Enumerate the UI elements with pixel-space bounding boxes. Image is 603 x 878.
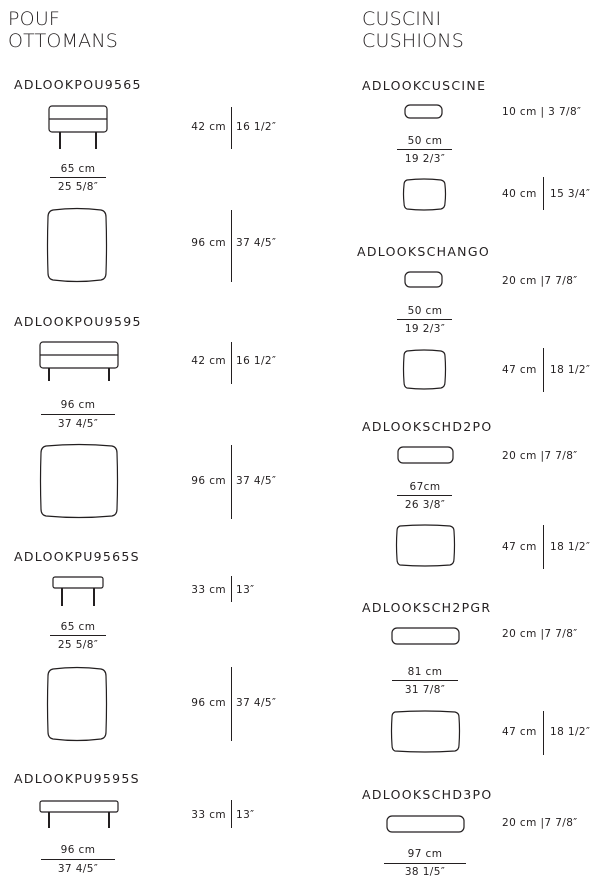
- dimension-divider: [231, 107, 232, 149]
- width-divider: [384, 863, 466, 864]
- width-in: 31 7/8″: [404, 684, 446, 696]
- pouf-side-view-icon: [39, 800, 121, 832]
- cushion-side-view-icon: [397, 446, 455, 466]
- width-cm: 81 cm: [407, 666, 443, 678]
- dimension-divider: [231, 667, 232, 741]
- depth-cm: 47 cm: [502, 541, 537, 553]
- height-in: 13″: [236, 809, 255, 821]
- section-title-pouf: [8, 8, 118, 52]
- cushion-side-view-icon: [391, 627, 461, 647]
- heading-line-1: CUSCINI: [362, 8, 442, 30]
- height-cm: 42 cm: [191, 355, 226, 367]
- height-cm: 20 cm |7 7/8″: [502, 817, 578, 829]
- width-cm: 50 cm: [407, 135, 443, 147]
- height-in: 13″: [236, 584, 255, 596]
- product-code: ADLOOKSCH2PGR: [362, 600, 492, 615]
- width-divider: [397, 149, 452, 150]
- width-divider: [41, 859, 115, 860]
- width-cm: 50 cm: [407, 305, 443, 317]
- dimension-divider: [543, 525, 544, 569]
- depth-in: 18 1/2″: [550, 364, 591, 376]
- width-in: 38 1/5″: [404, 866, 446, 878]
- width-cm: 67cm: [409, 481, 441, 493]
- width-divider: [50, 177, 106, 178]
- pouf-side-view-icon: [39, 341, 121, 385]
- dimension-divider: [543, 711, 544, 755]
- depth-cm: 96 cm: [191, 697, 226, 709]
- width-cm: 96 cm: [60, 844, 96, 856]
- height-cm: 33 cm: [191, 584, 226, 596]
- width-cm: 97 cm: [407, 848, 443, 860]
- height-cm: 20 cm |7 7/8″: [502, 275, 578, 287]
- width-cm: 65 cm: [60, 621, 96, 633]
- depth-cm: 47 cm: [502, 364, 537, 376]
- width-divider: [397, 319, 452, 320]
- product-code: ADLOOKPOU9595: [14, 314, 142, 329]
- width-divider: [397, 495, 452, 496]
- width-in: 19 2/3″: [404, 153, 446, 165]
- depth-cm: 96 cm: [191, 475, 226, 487]
- height-in: 16 1/2″: [236, 121, 277, 133]
- width-in: 25 5/8″: [57, 181, 99, 193]
- height-cm: 10 cm | 3 7/8″: [502, 106, 582, 118]
- width-in: 37 4/5″: [57, 863, 99, 875]
- depth-in: 37 4/5″: [236, 475, 277, 487]
- product-code: ADLOOKPOU9565: [14, 77, 142, 92]
- heading-line-2: CUSHIONS: [362, 30, 464, 52]
- product-code: ADLOOKPU9595S: [14, 771, 140, 786]
- height-in: 16 1/2″: [236, 355, 277, 367]
- dimension-divider: [231, 342, 232, 384]
- height-cm: 33 cm: [191, 809, 226, 821]
- width-divider: [41, 414, 115, 415]
- height-cm: 20 cm |7 7/8″: [502, 450, 578, 462]
- width-in: 26 3/8″: [404, 499, 446, 511]
- width-in: 37 4/5″: [57, 418, 99, 430]
- dimension-divider: [231, 210, 232, 282]
- depth-in: 18 1/2″: [550, 726, 591, 738]
- cushion-side-view-icon: [386, 815, 466, 835]
- cushion-top-view-icon: [403, 178, 447, 212]
- depth-in: 15 3/4″: [550, 188, 591, 200]
- dimension-divider: [231, 800, 232, 828]
- cushion-side-view-icon: [404, 104, 444, 120]
- product-code: ADLOOKPU9565S: [14, 549, 140, 564]
- heading-line-1: POUF: [8, 8, 61, 30]
- width-divider: [392, 680, 458, 681]
- product-code: ADLOOKCUSCINE: [362, 78, 487, 93]
- product-code: ADLOOKSCHD2PO: [362, 419, 493, 434]
- width-cm: 65 cm: [60, 163, 96, 175]
- section-title-cushions: [362, 8, 464, 52]
- width-in: 19 2/3″: [404, 323, 446, 335]
- heading-line-2: OTTOMANS: [8, 30, 119, 52]
- pouf-top-view-icon: [47, 207, 109, 285]
- width-cm: 96 cm: [60, 399, 96, 411]
- depth-cm: 47 cm: [502, 726, 537, 738]
- pouf-top-view-icon: [40, 443, 120, 521]
- width-divider: [50, 635, 106, 636]
- height-cm: 20 cm |7 7/8″: [502, 628, 578, 640]
- depth-in: 37 4/5″: [236, 237, 277, 249]
- cushion-top-view-icon: [403, 349, 447, 391]
- product-code: ADLOOKSCHANGO: [357, 244, 490, 259]
- depth-in: 37 4/5″: [236, 697, 277, 709]
- product-code: ADLOOKSCHD3PO: [362, 787, 493, 802]
- dimension-divider: [543, 348, 544, 392]
- depth-cm: 40 cm: [502, 188, 537, 200]
- dimension-divider: [231, 576, 232, 602]
- pouf-side-view-icon: [48, 105, 110, 153]
- dimension-divider: [543, 177, 544, 210]
- cushion-top-view-icon: [396, 524, 456, 568]
- width-in: 25 5/8″: [57, 639, 99, 651]
- depth-cm: 96 cm: [191, 237, 226, 249]
- cushion-top-view-icon: [391, 710, 461, 754]
- pouf-side-view-icon: [52, 576, 106, 608]
- dimension-divider: [231, 445, 232, 519]
- height-cm: 42 cm: [191, 121, 226, 133]
- pouf-top-view-icon: [47, 666, 109, 744]
- cushion-side-view-icon: [404, 271, 444, 289]
- depth-in: 18 1/2″: [550, 541, 591, 553]
